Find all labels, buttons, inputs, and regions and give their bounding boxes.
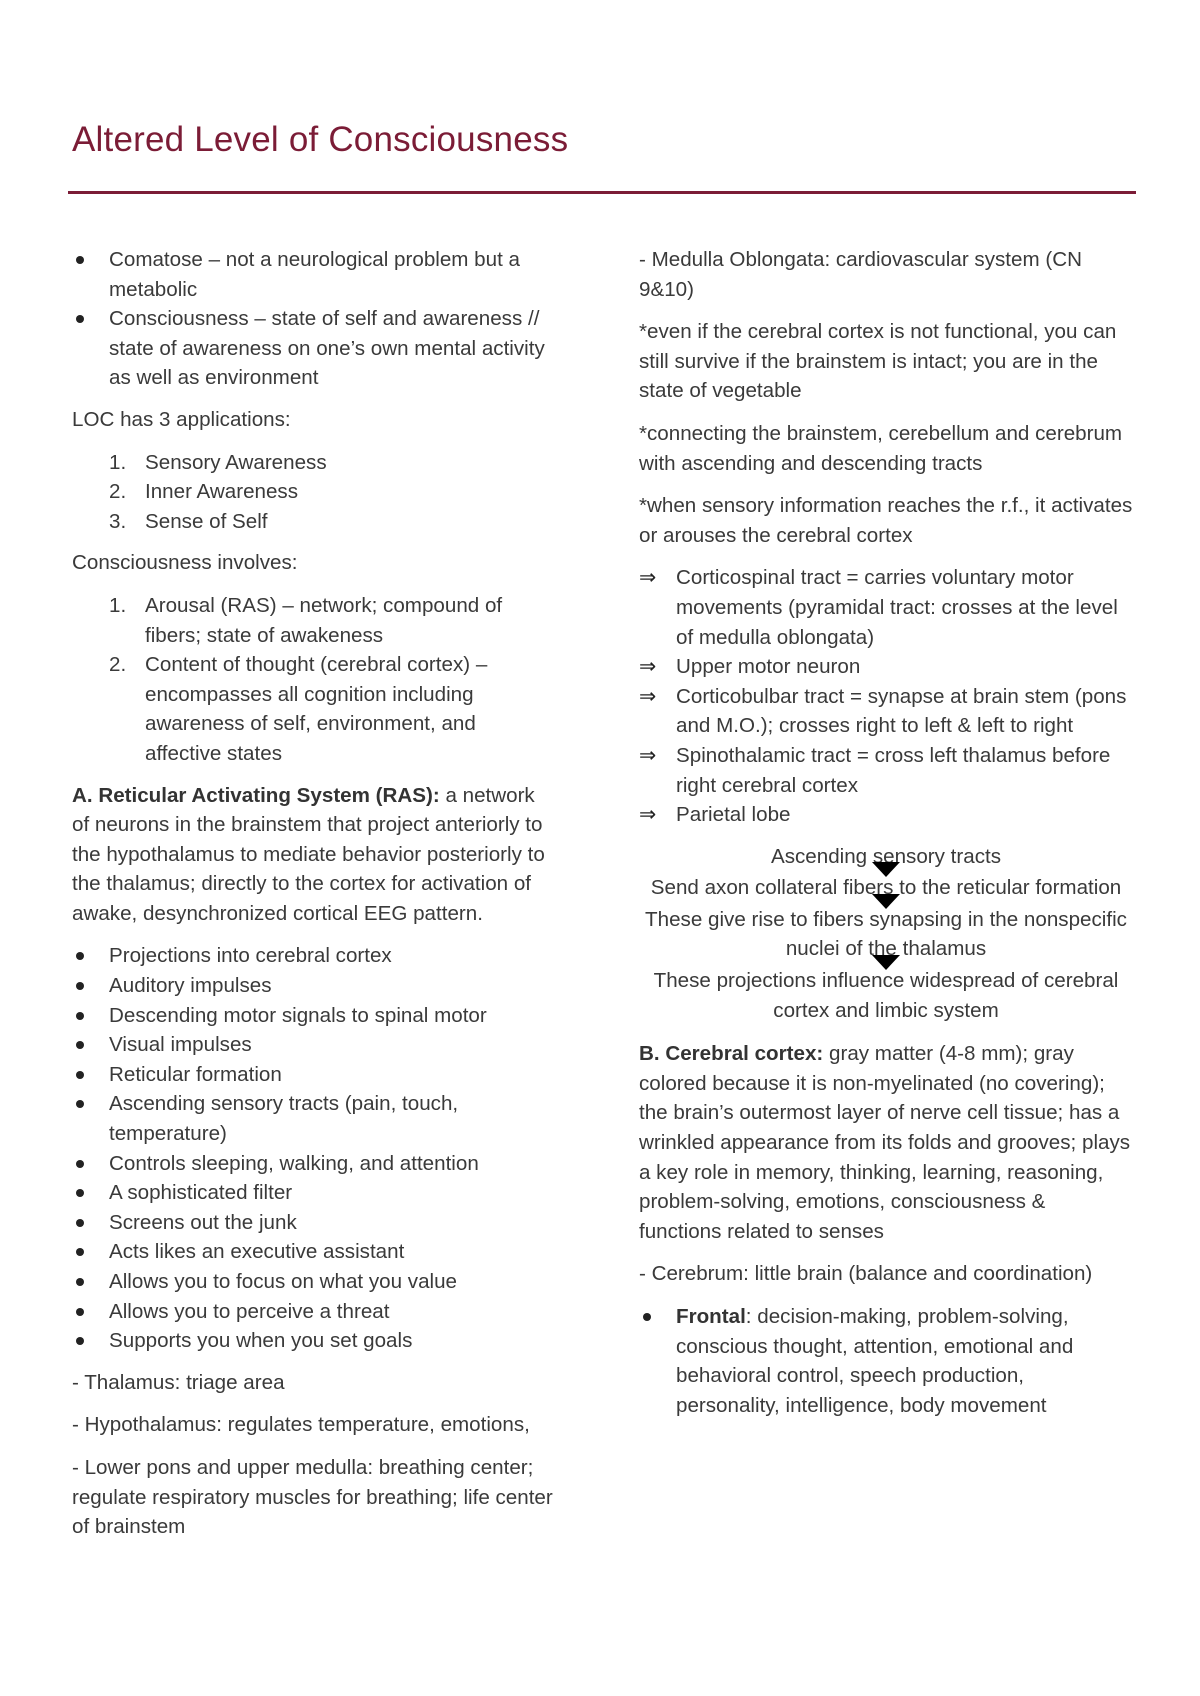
- ras-paragraph: [72, 781, 556, 929]
- list-item: Reticular formation: [72, 1060, 556, 1090]
- ras-heading: A. Reticular Activating System (RAS):: [72, 783, 440, 807]
- right-column: [639, 245, 1133, 1432]
- list-item: A sophisticated filter: [72, 1178, 556, 1208]
- double-arrow-icon: ⇒: [639, 655, 657, 679]
- medulla-note: - Medulla Oblongata: cardiovascular system (CN 9&10): [639, 248, 1082, 301]
- list-item: [72, 591, 556, 650]
- list-item: Auditory impulses: [72, 971, 556, 1001]
- list-text: Corticospinal tract = carries voluntary motor movements (pyramidal tract: crosses at the level of medulla oblongata): [676, 566, 1118, 649]
- list-number: 2.: [109, 480, 127, 504]
- list-item: Projections into cerebral cortex: [72, 941, 556, 971]
- list-item: [639, 1302, 1133, 1420]
- cortex-paragraph: [639, 1039, 1133, 1246]
- loc-numbered-list: [72, 448, 556, 537]
- sensory-info-note: *when sensory information reaches the r.f., it activates or arouses the cerebral cortex: [639, 494, 1133, 547]
- frontal-text: : decision-making, problem-solving, conscious thought, attention, emotional and behavioral control, speech production, personality, intelligence, body movement: [676, 1305, 1074, 1417]
- list-item: Screens out the junk: [72, 1208, 556, 1238]
- cortex-survival-note: *even if the cerebral cortex is not functional, you can still survive if the brainstem is intact; you are in the state of vegetable: [639, 320, 1117, 403]
- list-text: Arousal (RAS) – network; compound of fibers; state of awakeness: [145, 593, 503, 647]
- sensory-pathway-flow: [639, 842, 1133, 1026]
- flow-step: These projections influence widespread of cerebral cortex and limbic system: [653, 969, 1119, 1022]
- page-title: Altered Level of Consciousness: [72, 120, 569, 159]
- list-item: [639, 741, 1133, 800]
- list-item: Controls sleeping, walking, and attention: [72, 1149, 556, 1179]
- list-number: 1.: [109, 593, 127, 617]
- list-text: Corticobulbar tract = synapse at brain stem (pons and M.O.); crosses right to left & left to right: [676, 684, 1127, 738]
- list-text: Parietal lobe: [676, 803, 791, 827]
- list-number: 3.: [109, 509, 127, 533]
- cerebrum-note: - Cerebrum: little brain (balance and coordination): [639, 1262, 1093, 1286]
- list-text: Spinothalamic tract = cross left thalamus before right cerebral cortex: [676, 743, 1111, 797]
- flow-step: Ascending sensory tracts: [770, 844, 1002, 868]
- tract-arrow-list: [639, 563, 1133, 829]
- flow-step: Send axon collateral fibers to the reticular formation: [650, 876, 1122, 900]
- ras-text: a network of neurons in the brainstem that project anteriorly to the hypothalamus to mediate behavior posteriorly to the thalamus; directly to the cortex for activation of awake, desynchronized cortical EEG pattern.: [72, 783, 545, 925]
- flow-step: These give rise to fibers synapsing in the nonspecific nuclei of the thalamus: [645, 907, 1127, 961]
- down-triangle-icon: [872, 862, 900, 877]
- list-text: Sense of Self: [145, 509, 268, 533]
- list-item: [72, 448, 556, 478]
- down-triangle-icon: [872, 955, 900, 970]
- list-item: Allows you to perceive a threat: [72, 1297, 556, 1327]
- list-item: Descending motor signals to spinal motor: [72, 1001, 556, 1031]
- left-column: [72, 245, 556, 1555]
- list-item: Comatose – not a neurological problem but a metabolic: [72, 245, 556, 304]
- list-item: [639, 652, 1133, 682]
- list-item: Visual impulses: [72, 1030, 556, 1060]
- list-text: Inner Awareness: [145, 480, 299, 504]
- list-number: 1.: [109, 450, 127, 474]
- list-item: [72, 650, 556, 768]
- list-text: Sensory Awareness: [145, 450, 327, 474]
- list-item: [639, 563, 1133, 652]
- ras-bullet-list: [72, 941, 556, 1355]
- thalamus-note: - Thalamus: triage area: [72, 1370, 285, 1394]
- frontal-label: Frontal: [676, 1305, 746, 1328]
- hypothalamus-note: - Hypothalamus: regulates temperature, emotions,: [72, 1413, 530, 1437]
- list-item: [72, 507, 556, 537]
- list-number: 2.: [109, 653, 127, 677]
- double-arrow-icon: ⇒: [639, 684, 657, 708]
- cortex-heading: B. Cerebral cortex:: [639, 1042, 824, 1066]
- double-arrow-icon: ⇒: [639, 566, 657, 590]
- cortex-text: gray matter (4-8 mm); gray colored because it is non-myelinated (no covering); the brain’s outermost layer of nerve cell tissue; has a wrinkled appearance from its folds and grooves; plays a key role in memory, thinking, learning, reasoning, problem-solving, emotions, consciousness & functions related to senses: [639, 1042, 1131, 1243]
- list-item: Allows you to focus on what you value: [72, 1267, 556, 1297]
- list-item: [72, 477, 556, 507]
- lobe-bullet-list: [639, 1302, 1133, 1420]
- list-item: Supports you when you set goals: [72, 1326, 556, 1356]
- double-arrow-icon: ⇒: [639, 803, 657, 827]
- loc-heading: LOC has 3 applications:: [72, 407, 291, 431]
- list-item: Consciousness – state of self and awareness // state of awareness on one’s own mental activity as well as environment: [72, 304, 556, 393]
- title-divider: [68, 191, 1136, 194]
- list-item: [639, 800, 1133, 830]
- tracts-note: *connecting the brainstem, cerebellum and cerebrum with ascending and descending tracts: [639, 421, 1123, 475]
- list-text: Content of thought (cerebral cortex) – encompasses all cognition including awareness of self, environment, and affective states: [145, 653, 488, 765]
- list-item: Acts likes an executive assistant: [72, 1237, 556, 1267]
- involves-numbered-list: [72, 591, 556, 769]
- double-arrow-icon: ⇒: [639, 743, 657, 767]
- down-triangle-icon: [872, 894, 900, 909]
- intro-bullet-list: [72, 245, 556, 393]
- involves-heading: Consciousness involves:: [72, 551, 298, 575]
- list-text: Upper motor neuron: [676, 655, 861, 679]
- pons-medulla-note: - Lower pons and upper medulla: breathing center; regulate respiratory muscles for breathing; life center of brainstem: [72, 1455, 553, 1539]
- list-item: [639, 682, 1133, 741]
- list-item: Ascending sensory tracts (pain, touch, temperature): [72, 1089, 556, 1148]
